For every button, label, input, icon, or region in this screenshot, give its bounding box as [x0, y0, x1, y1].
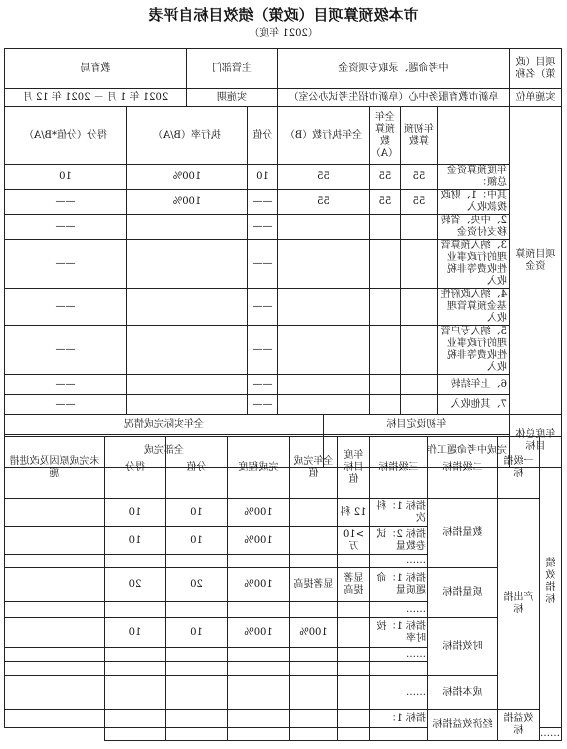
budget-header-3: 分值 — [248, 107, 278, 165]
quantity-label: 数量指标 — [428, 499, 498, 568]
table-row: 质量指标 指标 1：命题质量 显著提高 显著提高 100% 20 20 — [5, 568, 562, 602]
goals-section-label: 年度总体目标 — [510, 415, 562, 468]
ind-header-7: 得分 — [105, 437, 166, 499]
ind-header-1: 二级指标 — [428, 437, 498, 499]
indicators-section-label: 绩效指标 — [540, 437, 562, 728]
dept-value: 教育局 — [4, 49, 186, 89]
year-label: （2021 年度） — [249, 28, 318, 39]
output-label: 产出指标 — [498, 499, 540, 710]
table-row: …… — [5, 602, 562, 618]
table-row: 指标 2：试卷数量 >10 万 100% 10 10 — [5, 527, 562, 555]
budget-header-4: 执行率（B/A） — [127, 107, 248, 165]
budget-row: 5、纳入专户管理的行政事业性收费等非税收入 —— —— — [4, 326, 561, 375]
ind-header-8: 未完成原因及改进措施 — [5, 437, 105, 499]
unit-value: 阜新市教育服务中心（阜新市招生考试办公室） — [278, 89, 510, 107]
table-row: …… — [5, 728, 562, 741]
period-label: 实施期 — [187, 89, 278, 107]
budget-row: 2、中央、省转移支付资金 —— —— — [4, 215, 561, 240]
ind-header-3: 年度目标值 — [338, 437, 370, 499]
period-value: 2021 年 1 月 － 2021 年 12 月 — [4, 89, 186, 107]
page-title: 市本级预算项目（政策）绩效目标自评表 — [148, 6, 419, 24]
table-row: 产出指标 数量指标 指标 1：科次 12 科 100% 10 10 — [5, 499, 562, 527]
budget-section-label: 项目预算资金 — [510, 107, 562, 415]
ind-header-0: 一级指标 — [498, 437, 540, 499]
budget-row: 年度预算资金总额： 55 55 55 10 100% 10 — [4, 165, 561, 190]
budget-header-2: 全年执行数（B） — [278, 107, 370, 165]
budget-row: 6、上年结转 —— —— — [4, 375, 561, 395]
budget-header-0: 年初预算数 — [401, 107, 438, 165]
table-row: …… — [5, 648, 562, 662]
budget-row: 7、其他收入 —— —— — [4, 395, 561, 415]
unit-label: 实施单位 — [510, 89, 562, 107]
timeliness-label: 时效指标 — [428, 618, 498, 676]
quality-label: 质量指标 — [428, 568, 498, 618]
goals-initial-label: 年初设定目标 — [324, 415, 510, 435]
ind-header-6: 分值 — [166, 437, 228, 499]
ind-header-5: 完成程度 — [228, 437, 290, 499]
project-name: 中考命题、录取专项资金 — [278, 49, 510, 89]
budget-row: 3、纳入预算管理的行政事业性收费等非税收入 —— —— — [4, 240, 561, 289]
project-name-label: 项目（政策）名称 — [510, 49, 562, 89]
dept-label: 主管部门 — [187, 49, 278, 89]
cost-label: 成本指标 — [428, 676, 498, 710]
goals-actual-label: 全年实际完成情况 — [4, 415, 323, 435]
ind-header-2: 三级指标 — [370, 437, 428, 499]
budget-header-5: 得分（分值*B/A） — [4, 107, 126, 165]
benefit-label: 效益指标 — [498, 710, 540, 741]
ind-header-4: 全年完成值 — [290, 437, 338, 499]
budget-table — [4, 48, 562, 468]
table-row: 效益指标 经济效益指标 指标 1： — [5, 710, 562, 728]
budget-header-1: 全年预算数（A） — [370, 107, 401, 165]
goals-actual-value: 全部完成 — [4, 435, 323, 468]
budget-header-blank — [438, 107, 510, 165]
econ-label: 经济效益指标 — [428, 710, 498, 741]
table-row: 时效指标 指标 1：按时率 100% 100% 10 10 — [5, 618, 562, 648]
table-row: 成本指标 …… — [5, 676, 562, 710]
table-row: …… — [5, 555, 562, 568]
budget-row: 4、纳入政府性基金预算管理收入 —— —— — [4, 289, 561, 326]
indicator-table — [4, 436, 562, 741]
budget-row: 其中：1、财政拨款收入 55 55 55 —— 100% —— — [4, 190, 561, 215]
goals-initial-value: 完成中考命题工作 — [324, 435, 510, 468]
